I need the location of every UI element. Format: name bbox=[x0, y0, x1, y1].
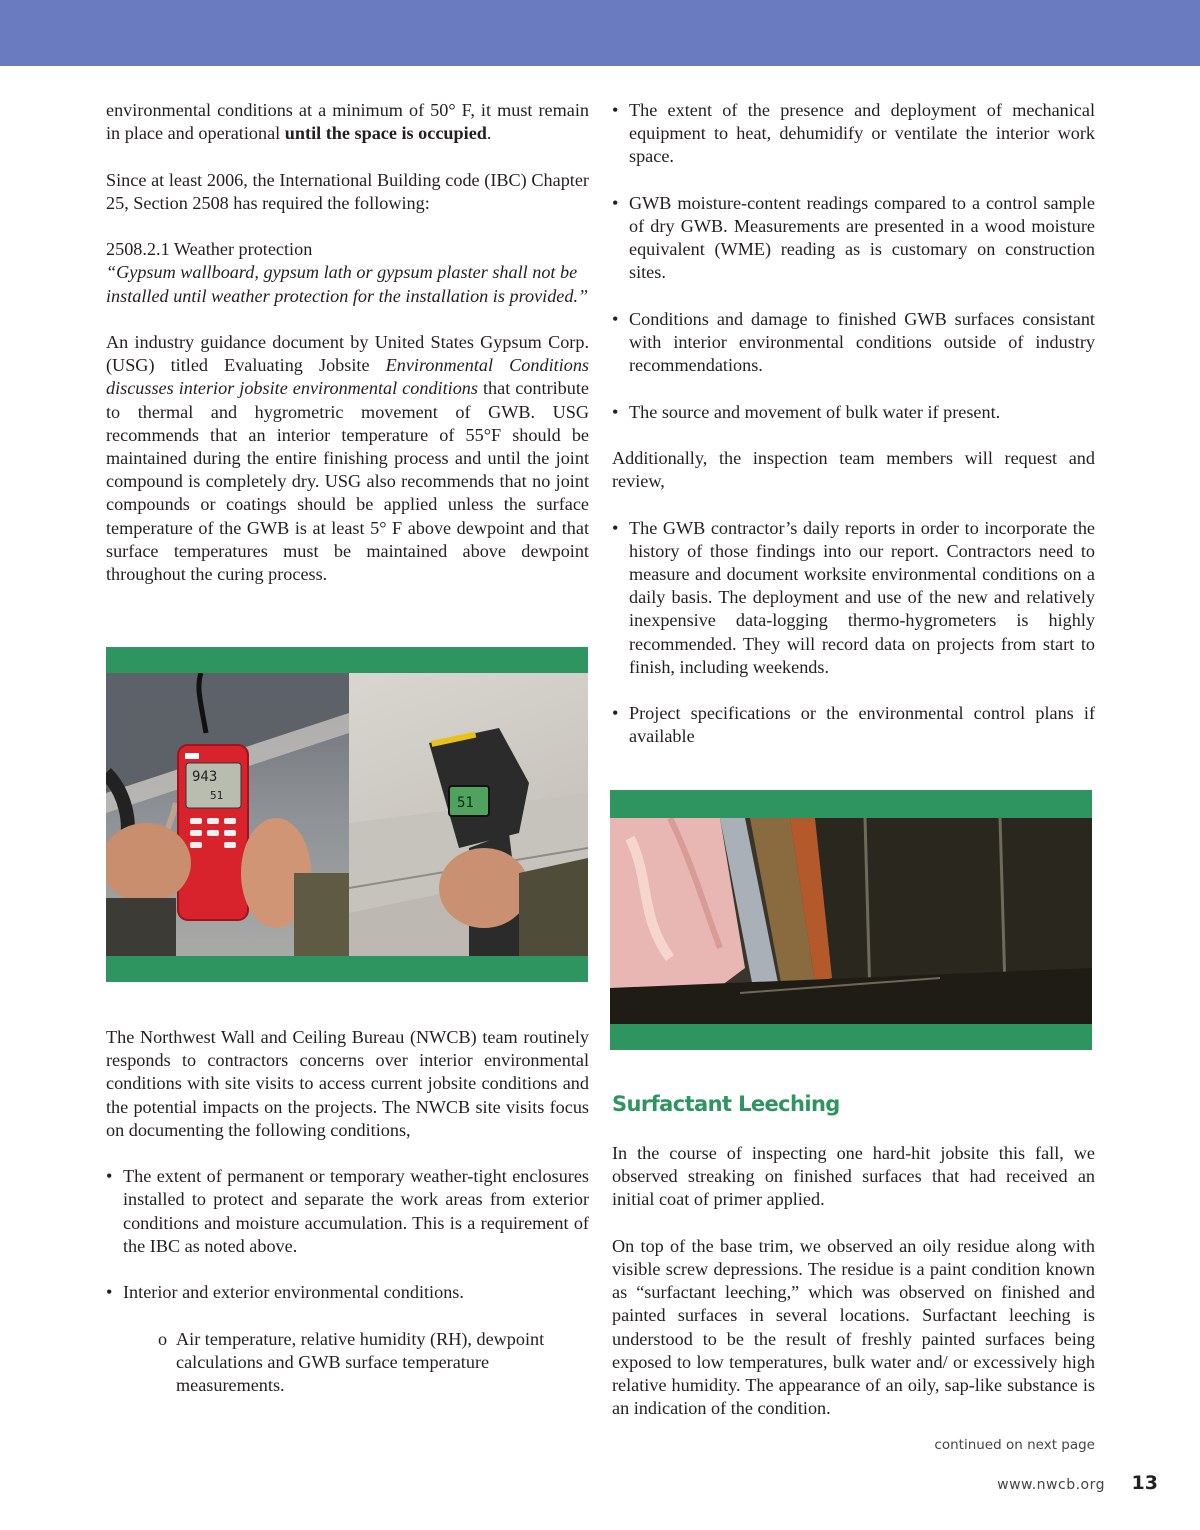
code-citation bbox=[106, 238, 589, 308]
photo-infrared-thermometer bbox=[349, 673, 588, 956]
paragraph-additionally: Additionally, the inspection team members will request and review, bbox=[612, 447, 1095, 492]
meter-reading-secondary: 51 bbox=[210, 789, 224, 802]
continued-note: continued on next page bbox=[934, 1437, 1095, 1453]
infrared-thermometer-illustration bbox=[349, 673, 588, 956]
meter-reading: 943 bbox=[192, 769, 218, 785]
section-heading: Surfactant Leeching bbox=[612, 1092, 840, 1116]
photo-thermo-hygrometer bbox=[106, 673, 349, 956]
footer-url[interactable]: www.nwcb.org bbox=[997, 1477, 1105, 1493]
photo-panel-meters bbox=[106, 647, 588, 982]
thermometer-reading: 51 bbox=[457, 795, 474, 811]
code-quote: “Gypsum wallboard, gypsum lath or gypsum plaster shall not be installed until weather protection for the installation is provided.” bbox=[106, 262, 589, 306]
document-title: Environmental Conditions discusses interior jobsite environmental conditions bbox=[106, 355, 589, 399]
conditions-list bbox=[106, 1165, 589, 1397]
conditions-list-continued bbox=[612, 99, 1095, 424]
paragraph-text: environmental conditions at a minimum of 50° F, it must remain in place and operational bbox=[106, 100, 589, 144]
left-column-top bbox=[106, 99, 589, 609]
right-column-bottom bbox=[612, 1090, 1095, 1444]
paragraph-text: that contribute to thermal and hygrometric movement of GWB. USG recommends that an interior temperature of 55°F should be maintained during the entire finishing process and until the joint compound is completely dry. USG also recommends that no joint compounds or coatings should be applied unless the surface temperature of the GWB is at least 5° F above dewpoint and that surface temperatures must be maintained above dewpoint throughout the curing process. bbox=[106, 378, 589, 585]
list-item bbox=[106, 1281, 589, 1397]
left-column-bottom bbox=[106, 1026, 589, 1420]
thermo-hygrometer-illustration bbox=[106, 673, 349, 956]
review-list bbox=[612, 517, 1095, 749]
list-item: • The extent of permanent or temporary weather-tight enclosures installed to protect and separate the work areas from exterior conditions and moisture accumulation. This is a requirement of the IBC as noted above. bbox=[106, 1165, 589, 1258]
paragraph-usg bbox=[106, 331, 589, 586]
photo-wet-wall-cavity bbox=[610, 818, 1092, 1024]
paragraph-weather-enclosure bbox=[106, 99, 589, 145]
sub-list-item: o Air temperature, relative humidity (RH), dewpoint calculations and GWB surface temperature measurements. bbox=[158, 1328, 589, 1398]
paragraph-surfactant-1: In the course of inspecting one hard-hit jobsite this fall, we observed streaking on finished surfaces that had received an initial coat of primer applied. bbox=[612, 1143, 1095, 1210]
page-number: 13 bbox=[1131, 1472, 1158, 1494]
list-item: • Project specifications or the environmental control plans if available bbox=[612, 702, 1095, 748]
wall-cavity-illustration bbox=[610, 818, 1092, 1024]
list-item: • The GWB contractor’s daily reports in order to incorporate the history of those findings into our report. Contractors need to measure and document worksite environmental conditions on a daily basis. The deployment and use of the new and relatively inexpensive data-logging thermo-hygrometers is highly recommended. They will record data on projects from start to finish, including weekends. bbox=[612, 517, 1095, 679]
emphasis-text: until the space is occupied bbox=[284, 123, 487, 144]
photo-panel-wall-cavity bbox=[610, 790, 1092, 1050]
paragraph-text: . bbox=[486, 123, 492, 144]
header-bar bbox=[0, 0, 1200, 66]
list-item-text: Interior and exterior environmental conditions. bbox=[123, 1282, 464, 1303]
paragraph-nwcb: The Northwest Wall and Ceiling Bureau (NWCB) team routinely responds to contractors concerns over interior environmental conditions with site visits to access current jobsite conditions and the potential impacts on the projects. The NWCB site visits focus on documenting the following conditions, bbox=[106, 1027, 589, 1140]
code-section-label: 2508.2.1 Weather protection bbox=[106, 239, 313, 260]
paragraph-text: An industry guidance document by United States Gypsum Corp. (USG) titled Evaluating Jobsite bbox=[106, 331, 589, 376]
paragraph-ibc: Since at least 2006, the International Building code (IBC) Chapter 25, Section 2508 has required the following: bbox=[106, 169, 589, 213]
paragraph-surfactant-2: On top of the base trim, we observed an oily residue along with visible screw depressions. The residue is a paint condition known as “surfactant leeching,” which was observed on finished and painted surfaces in several locations. Surfactant leeching is understood to be the result of freshly painted surfaces being exposed to low temperatures, bulk water and/ or excessively high relative humidity. The appearance of an oily, sap-like substance is an indication of the condition. bbox=[612, 1235, 1095, 1419]
list-item: • The source and movement of bulk water if present. bbox=[612, 401, 1095, 424]
list-item: • Conditions and damage to finished GWB surfaces consistant with interior environmental conditions outside of industry recommendations. bbox=[612, 308, 1095, 378]
right-column-top bbox=[612, 99, 1095, 772]
list-item: • The extent of the presence and deployment of mechanical equipment to heat, dehumidify or ventilate the interior work space. bbox=[612, 99, 1095, 169]
list-item: • GWB moisture-content readings compared to a control sample of dry GWB. Measurements are presented in a wood moisture equivalent (WME) reading as is customary on construction sites. bbox=[612, 192, 1095, 285]
sub-list bbox=[158, 1328, 589, 1398]
